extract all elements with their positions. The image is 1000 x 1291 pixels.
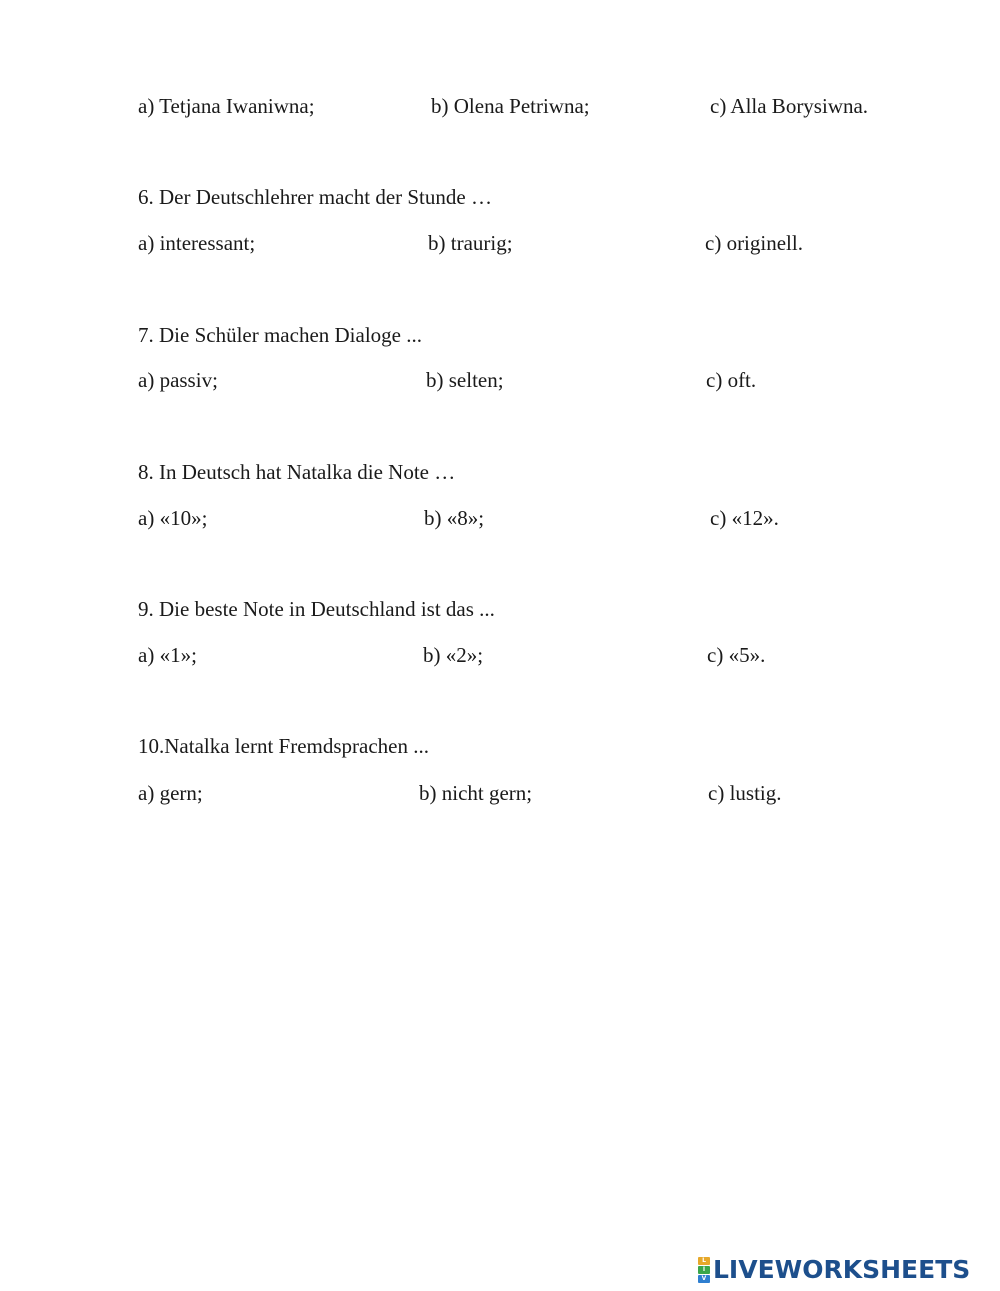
- logo-wordmark: LIVEWORKSHEETS: [713, 1255, 971, 1284]
- question-6-text: 6. Der Deutschlehrer macht der Stunde …: [138, 185, 492, 209]
- question-9-text: 9. Die beste Note in Deutschland ist das ...: [138, 597, 495, 621]
- q10-option-b: b) nicht gern;: [419, 781, 533, 805]
- q10-option-a: a) gern;: [138, 781, 203, 805]
- q5-option-a: a) Tetjana Iwaniwna;: [138, 94, 315, 118]
- question-8-text: 8. In Deutsch hat Natalka die Note …: [138, 460, 456, 484]
- q8-option-b: b) «8»;: [424, 506, 485, 530]
- liveworksheets-logo: [698, 1255, 970, 1285]
- q7-option-b: b) selten;: [426, 368, 504, 392]
- q9-option-c: c) «5».: [707, 643, 766, 667]
- q6-option-a: a) interessant;: [138, 231, 256, 255]
- q8-option-a: a) «10»;: [138, 506, 208, 530]
- logo-mark-i: I: [698, 1266, 710, 1274]
- logo-mark-l: L: [698, 1257, 710, 1265]
- question-10-text: 10.Natalka lernt Fremdsprachen ...: [138, 734, 429, 758]
- q5-option-b: b) Olena Petriwna;: [431, 94, 590, 118]
- logo-mark-v: V: [698, 1275, 710, 1283]
- q9-option-a: a) «1»;: [138, 643, 197, 667]
- q10-option-c: c) lustig.: [708, 781, 782, 805]
- q9-option-b: b) «2»;: [423, 643, 484, 667]
- question-7-text: 7. Die Schüler machen Dialoge ...: [138, 323, 422, 347]
- q8-option-c: c) «12».: [710, 506, 779, 530]
- q7-option-c: c) oft.: [706, 368, 757, 392]
- q6-option-b: b) traurig;: [428, 231, 513, 255]
- q6-option-c: c) originell.: [705, 231, 803, 255]
- q7-option-a: a) passiv;: [138, 368, 218, 392]
- q5-option-c: c) Alla Borysiwna.: [710, 94, 869, 118]
- liveworksheets-mark-icon: [698, 1257, 710, 1283]
